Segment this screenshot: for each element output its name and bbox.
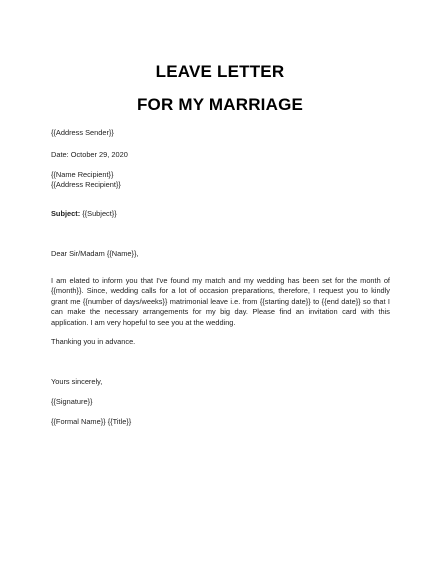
subject-line (51, 208, 117, 219)
subject-label: Subject: (51, 209, 81, 218)
letter-title-line-2: FOR MY MARRIAGE (136, 95, 304, 114)
closing-line: Yours sincerely, (51, 377, 103, 386)
salutation: Dear Sir/Madam {{Name}}, (51, 249, 139, 258)
letter-date: Date: October 29, 2020 (51, 150, 128, 159)
formal-name-title: {{Formal Name}} {{Title}} (51, 417, 132, 426)
signature-placeholder: {{Signature}} (51, 397, 93, 406)
address-sender: {{Address Sender}} (51, 128, 114, 137)
body-paragraph: I am elated to inform you that I've found my match and my wedding has been set for the month of {{month}}. Since, wedding calls for a lot of occasion preparations, therefore, I request you to kindly grant me {{number of days/weeks}} matrimonial leave i.e. from {{starting date}} to {{end date}} so that I can make the necessary arrangements for my big day. Please find an invitation card with this application. I am very hopeful to see you at the wedding. (51, 276, 390, 327)
thanks-line: Thanking you in advance. (51, 337, 136, 346)
subject-value: {{Subject}} (80, 209, 117, 218)
address-recipient: {{Address Recipient}} (51, 180, 121, 189)
name-recipient: {{Name Recipient}} (51, 170, 114, 179)
letter-title-line-1: LEAVE LETTER (155, 62, 285, 81)
